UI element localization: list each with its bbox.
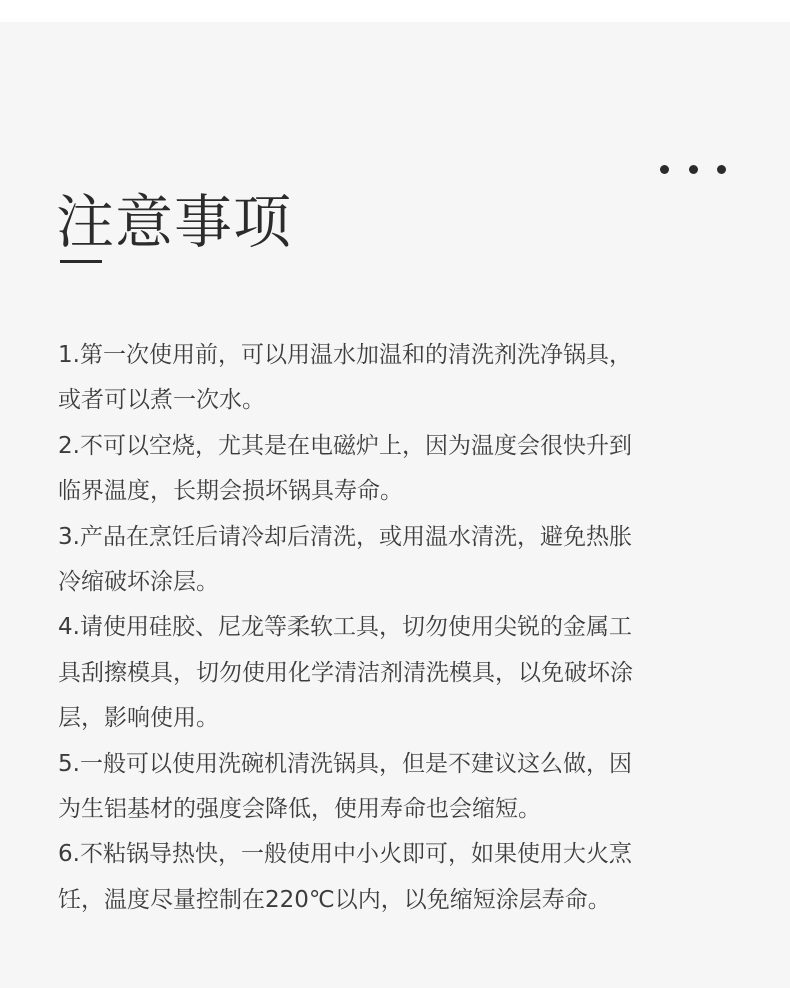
note-line: 2.不可以空烧，尤其是在电磁炉上，因为温度会很快升到 (58, 432, 632, 459)
note-item (58, 333, 738, 424)
dot (717, 165, 726, 174)
title-divider (60, 260, 102, 263)
note-line: 临界温度，长期会损坏锅具寿命。 (58, 478, 403, 505)
note-line: 为生铝基材的强度会降低，使用寿命也会缩短。 (58, 796, 541, 823)
dot (660, 165, 669, 174)
note-line: 具刮擦模具，切勿使用化学清洁剂清洗模具，以免破坏涂 (58, 659, 633, 686)
note-item (58, 424, 738, 515)
note-line: 或者可以煮一次水。 (58, 387, 265, 414)
note-line: 1.第一次使用前，可以用温水加温和的清洗剂洗净锅具， (58, 342, 632, 368)
dot (689, 165, 698, 174)
note-line: 层，影响使用。 (58, 705, 219, 732)
note-item (58, 742, 738, 833)
note-line: 5.一般可以使用洗碗机清洗锅具，但是不建议这么做，因 (58, 750, 632, 777)
notes-list (58, 333, 738, 923)
note-line: 4.请使用硅胶、尼龙等柔软工具，切勿使用尖锐的金属工 (58, 614, 632, 641)
page-title: 注意事项 (56, 187, 293, 256)
note-line: 冷缩破坏涂层。 (58, 569, 219, 596)
note-item (58, 515, 738, 606)
note-line: 6.不粘锅导热快，一般使用中小火即可，如果使用大火烹 (58, 841, 632, 868)
more-horizontal-icon[interactable] (660, 162, 726, 176)
note-item (58, 832, 738, 923)
note-item (58, 605, 738, 741)
note-line: 饪，温度尽量控制在220℃以内，以免缩短涂层寿命。 (58, 886, 611, 913)
note-line: 3.产品在烹饪后请冷却后清洗，或用温水清洗，避免热胀 (58, 523, 632, 550)
